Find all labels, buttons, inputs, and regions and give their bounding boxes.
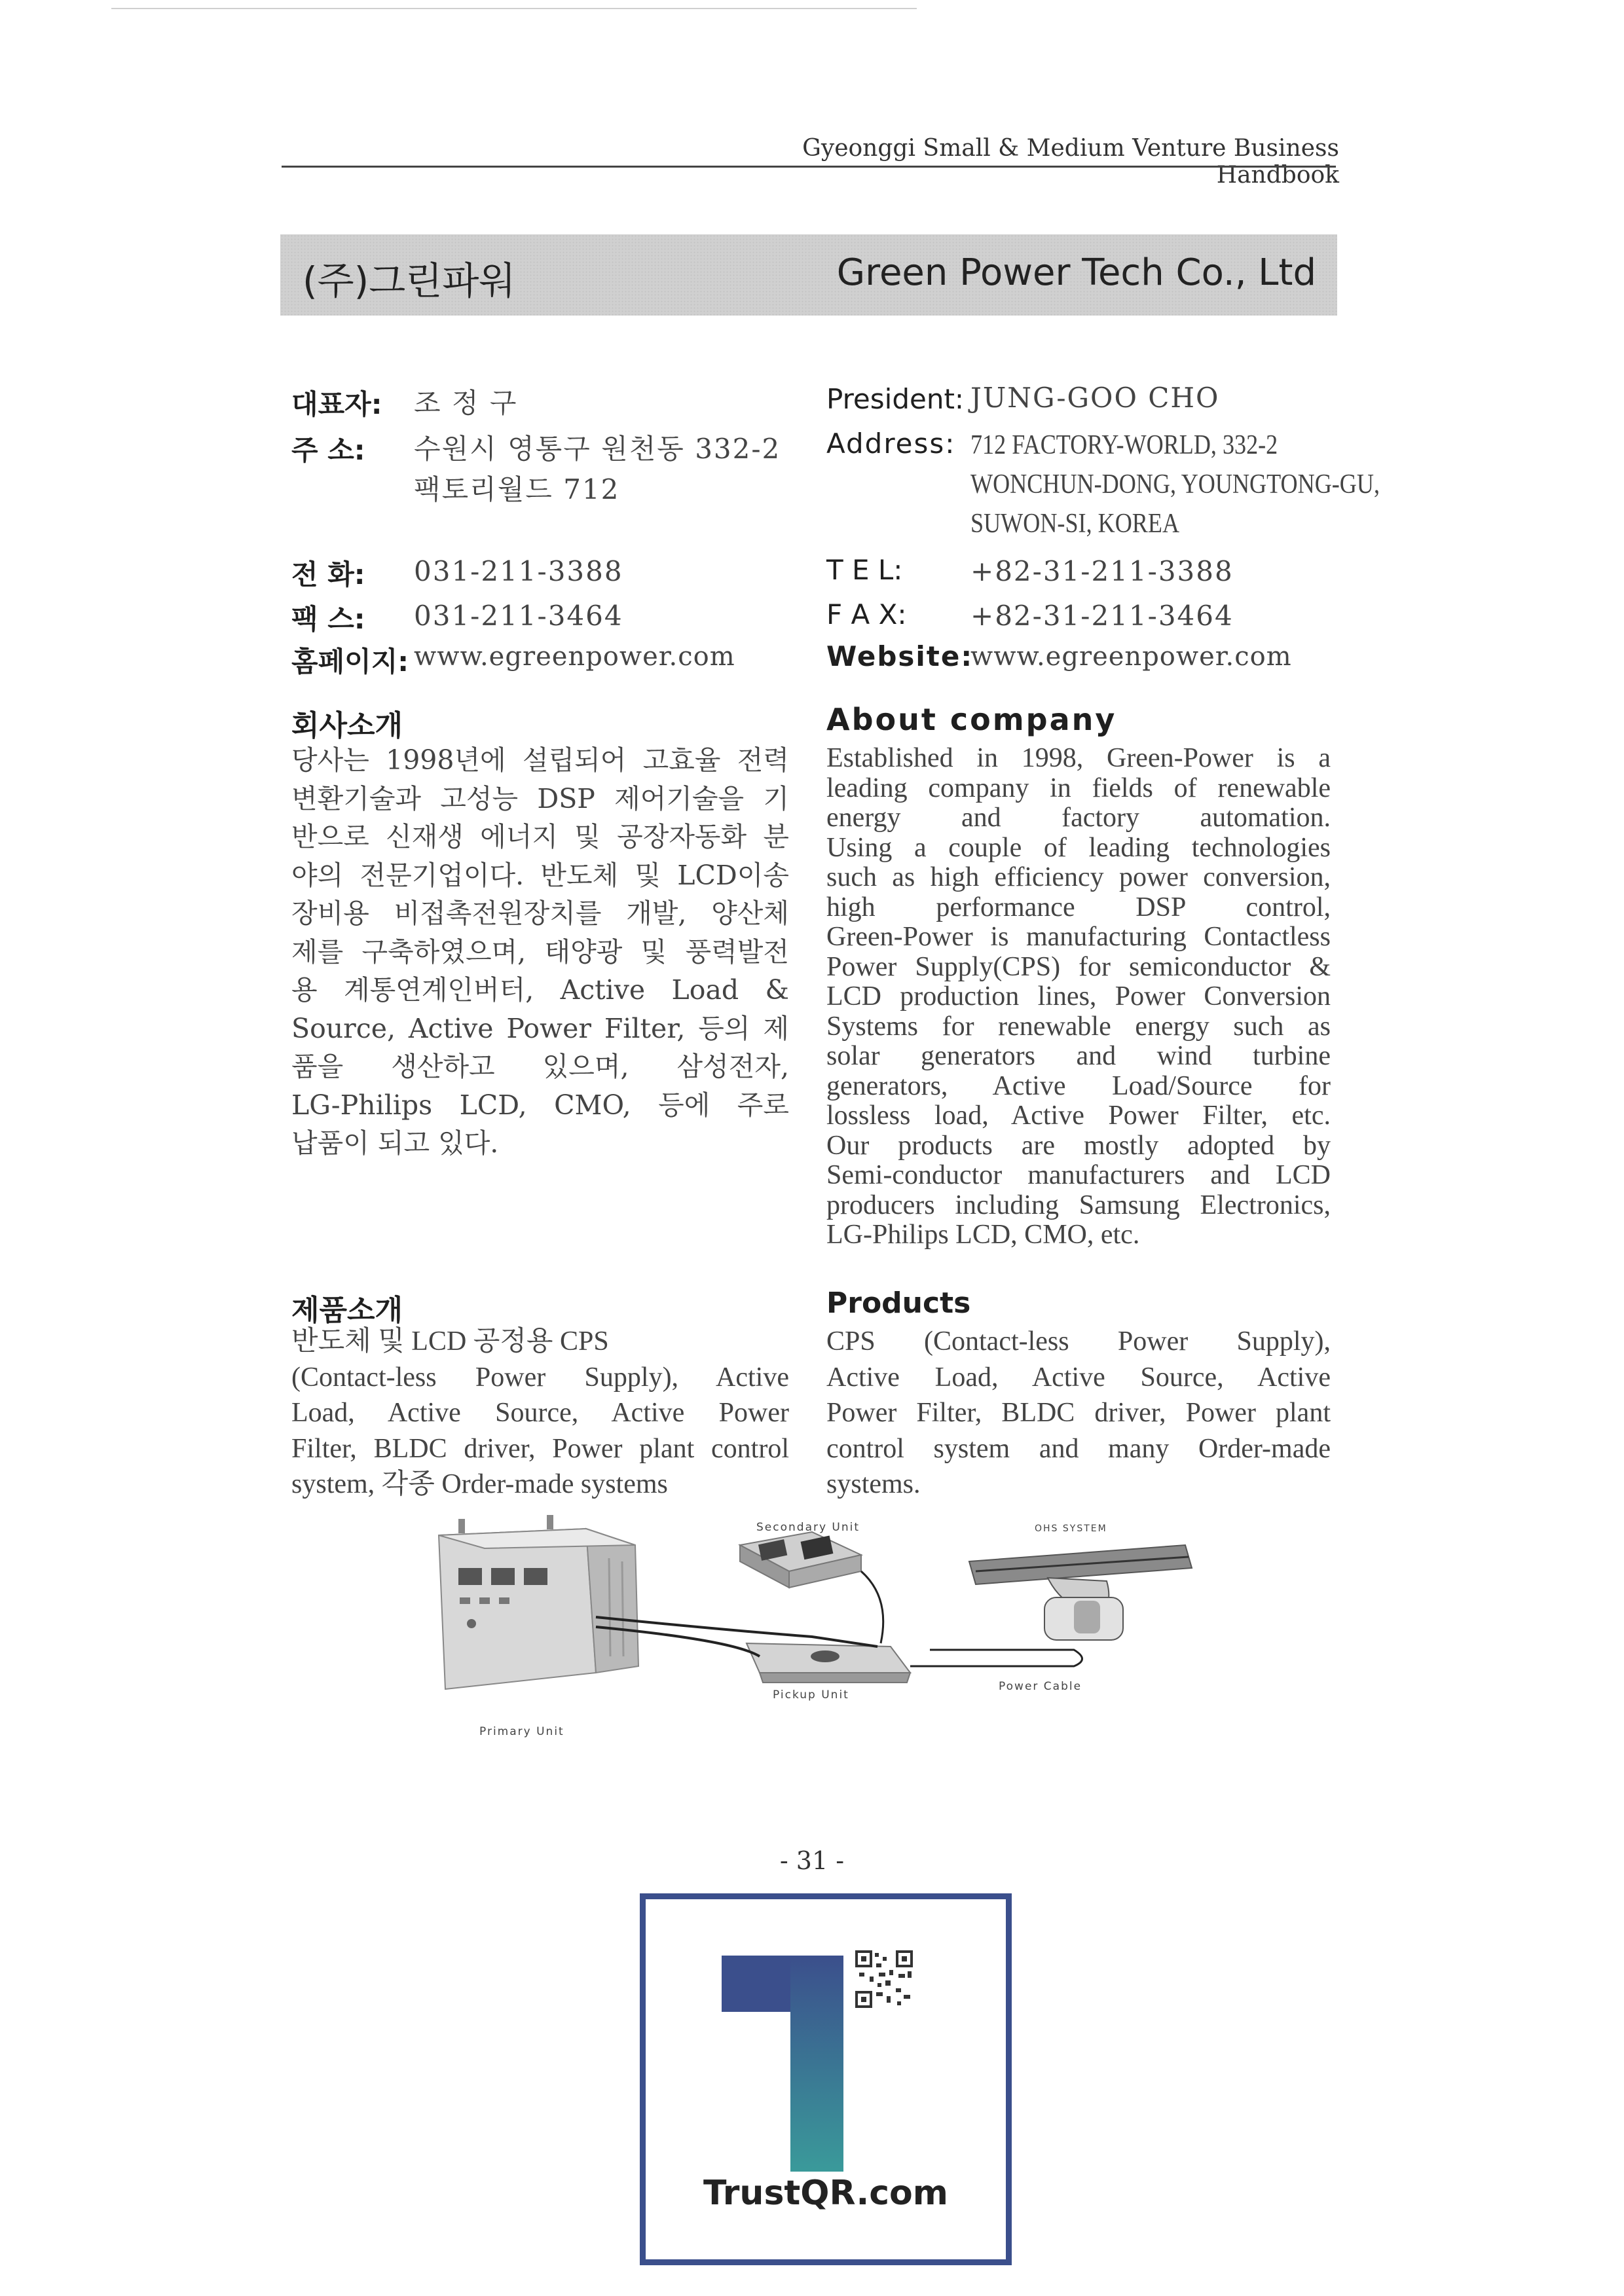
address-en-line-1: 712 FACTORY-WORLD, 332-2	[970, 430, 1278, 460]
trustqr-logo-text: TrustQR.com	[703, 2174, 948, 2213]
about-ko-line: 반으로 신재생 에너지 및 공장자동화 분	[291, 821, 789, 852]
address-line-1: 수원시 영통구 원천동 332-2	[414, 433, 781, 465]
header-rule	[282, 166, 1336, 168]
ohs-system-label: OHS SYSTEM	[1035, 1523, 1107, 1534]
qr-code-icon	[855, 1950, 913, 2008]
products-ko-line: Load, Active Source, Active Power	[291, 1398, 789, 1428]
address-en-line-3: SUWON-SI, KOREA	[970, 509, 1180, 539]
secondary-unit-image	[740, 1532, 861, 1588]
president-value: JUNG-GOO CHO	[970, 382, 1220, 414]
scan-top-rule	[111, 8, 917, 9]
about-en-line: leading company in fields of renewable	[826, 773, 1331, 803]
president-label: President:	[826, 383, 965, 415]
about-ko-line: 품을 생산하고 있으며, 삼성전자,	[291, 1051, 789, 1082]
about-en-line: Established in 1998, Green-Power is a	[826, 743, 1331, 773]
about-text-ko	[291, 741, 789, 1163]
about-en-line: producers including Samsung Electronics,	[826, 1190, 1331, 1220]
tel-value-en: +82-31-211-3388	[970, 555, 1234, 587]
products-ko-line: system, 각종 Order-made systems	[291, 1469, 668, 1499]
about-en-line: solar generators and wind turbine	[826, 1041, 1331, 1071]
about-en-line: high performance DSP control,	[826, 892, 1331, 922]
company-name-en: Green Power Tech Co., Ltd	[836, 251, 1316, 294]
products-en-line: CPS (Contact-less Power Supply),	[826, 1326, 1331, 1357]
products-en-line: Power Filter, BLDC driver, Power plant	[826, 1398, 1331, 1428]
primary-unit-label: Primary Unit	[479, 1725, 564, 1738]
product-figure	[419, 1506, 1218, 1755]
website-label-en: Website:	[826, 640, 974, 672]
fax-label-en: F A X:	[826, 598, 907, 630]
about-en-line: Semi-conductor manufacturers and LCD	[826, 1160, 1331, 1190]
address-line-2: 팩토리월드 712	[414, 473, 620, 505]
website-value: www.egreenpower.com	[414, 642, 735, 672]
website-label: 홈페이지:	[291, 646, 409, 678]
power-cable-line	[910, 1650, 1082, 1666]
fax-value-en: +82-31-211-3464	[970, 600, 1234, 632]
about-en-line: Our products are mostly adopted by	[826, 1130, 1331, 1161]
products-title-ko: 제품소개	[291, 1294, 403, 1327]
about-en-line: generators, Active Load/Source for	[826, 1070, 1331, 1101]
about-en-line: Using a couple of leading technologies	[826, 832, 1331, 863]
ohs-system-image	[969, 1545, 1192, 1640]
products-en-line: Active Load, Active Source, Active	[826, 1362, 1331, 1393]
products-text-ko	[291, 1324, 789, 1503]
about-en-line: LG-Philips LCD, CMO, etc.	[826, 1220, 1140, 1250]
products-text-en	[826, 1324, 1331, 1503]
pickup-unit-image	[747, 1643, 910, 1683]
cps-system-diagram	[419, 1506, 1218, 1755]
address-label: 주 소:	[291, 434, 365, 466]
products-title-en: Products	[826, 1286, 971, 1320]
products-ko-line: 반도체 및 LCD 공정용 CPS	[291, 1326, 609, 1357]
secondary-unit-label: Secondary Unit	[756, 1521, 860, 1534]
about-en-line: Systems for renewable energy such as	[826, 1011, 1331, 1042]
tel-label-en: T E L:	[826, 554, 903, 586]
products-ko-line: Filter, BLDC driver, Power plant control	[291, 1433, 789, 1464]
cable-line	[861, 1571, 883, 1643]
about-en-line: energy and factory automation.	[826, 803, 1331, 833]
about-text-en	[826, 744, 1331, 1250]
about-title-ko: 회사소개	[291, 709, 403, 742]
about-en-line: lossless load, Active Power Filter, etc.	[826, 1101, 1331, 1131]
about-ko-line: 납품이 되고 있다.	[291, 1127, 499, 1159]
about-en-line: LCD production lines, Power Conversion	[826, 981, 1331, 1011]
address-en-line-2: WONCHUN-DONG, YOUNGTONG-GU,	[970, 469, 1380, 500]
about-ko-line: 용 계통연계인버터, Active Load &	[291, 974, 789, 1006]
about-ko-line: 변환기술과 고성능 DSP 제어기술을 기	[291, 782, 789, 814]
about-ko-line: 야의 전문기업이다. 반도체 및 LCD이송	[291, 859, 789, 891]
about-ko-line: Source, Active Power Filter, 등의 제	[291, 1012, 789, 1044]
handbook-title: Gyeonggi Small & Medium Venture Business Handbook	[802, 135, 1339, 189]
about-ko-line: LG-Philips LCD, CMO, 등에 주로	[291, 1089, 789, 1121]
about-ko-line: 장비용 비접촉전원장치를 개발, 양산체	[291, 898, 789, 929]
products-ko-line: (Contact-less Power Supply), Active	[291, 1362, 789, 1393]
fax-label: 팩 스:	[291, 603, 365, 635]
tel-value: 031-211-3388	[414, 555, 623, 587]
about-en-line: Power Supply(CPS) for semiconductor &	[826, 951, 1331, 982]
pickup-unit-label: Pickup Unit	[773, 1688, 849, 1702]
about-ko-line: 제를 구축하였으며, 태양광 및 풍력발전	[291, 936, 789, 968]
about-ko-line: 당사는 1998년에 설립되어 고효율 전력	[291, 744, 789, 776]
rep-value: 조 정 구	[414, 387, 518, 419]
tel-label: 전 화:	[291, 558, 365, 591]
address-label-en: Address:	[826, 428, 956, 460]
fax-value: 031-211-3464	[414, 600, 623, 632]
t-stem	[790, 1956, 843, 2172]
page-number: - 31 -	[779, 1846, 845, 1875]
website-value-en: www.egreenpower.com	[970, 642, 1292, 672]
about-en-line: such as high efficiency power conversion,	[826, 862, 1331, 892]
company-name-ko: (주)그린파워	[303, 259, 516, 303]
trustqr-t-logo	[646, 1899, 1006, 2174]
power-cable-label: Power Cable	[999, 1680, 1082, 1693]
products-en-line: control system and many Order-made	[826, 1433, 1331, 1464]
rep-label: 대표자:	[291, 388, 382, 420]
about-en-line: Green-Power is manufacturing Contactless	[826, 922, 1331, 952]
about-title-en: About company	[826, 702, 1117, 737]
primary-unit-image	[439, 1515, 638, 1689]
products-en-line: systems.	[826, 1469, 921, 1499]
